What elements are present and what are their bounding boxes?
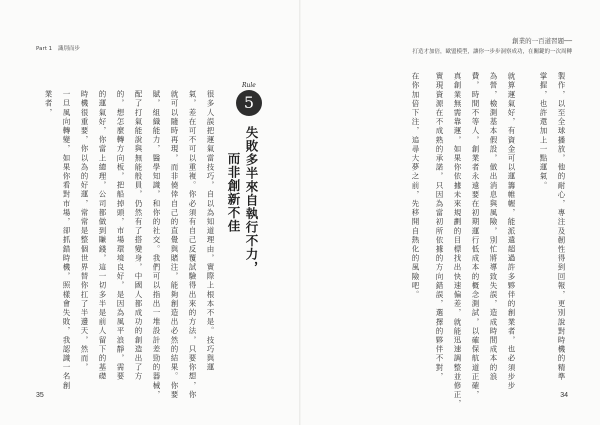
right-column: 掌握，也許還加上一點運氣。	[539, 72, 548, 191]
section-label: 識別而步	[57, 46, 80, 52]
left-column: 的，想怎麼轉方向板，把船掉頭，市場環境良好，是因為風平浪靜，需要	[116, 90, 125, 382]
left-column: 的運氣好，你當上總理，公司都做到賺錢，這一切多半是前人留下的基礎	[98, 90, 107, 382]
left-column: 時機很重要，你以為的好運，常常是整個世界替你扛了半邊天，然而，	[80, 90, 89, 373]
left-page-number: 35	[36, 392, 44, 399]
left-column: 就可以隨時再現，而非僥倖自己的直覺與賭注，能夠創造出必然的結果。你要	[170, 90, 179, 400]
right-running-header	[412, 36, 572, 55]
right-column: 費，時間不等人，創業者永遠要在初期運行低成本的概念測試，以確保航道正確，	[471, 72, 480, 400]
left-column: 業者，	[44, 90, 53, 118]
right-column: 在你加倍下注，追尋大夢之前，先移開自熱化的風險吧。	[411, 72, 420, 300]
rule-label: Rule	[242, 82, 256, 89]
right-column: 就算運氣好，有資金可以運籌帷幄，能派遣超過許多夥伴的創業者，也必須步步	[507, 72, 516, 391]
book-subtitle: 打造才加倍，歐盟模型，讓你一步步洞察成功，在關鍵的一次周轉	[412, 49, 572, 55]
right-column: 製作，以至全球播放，他的耐心，專注及韌性得到回報，更別說對時機的精準	[557, 72, 566, 382]
rule-title-line-2: 而非創新不佳	[226, 152, 241, 233]
left-column: 氣，差在可不可以重複。你必須有自己反覆試驗得出來的方法，只要你想，你	[188, 90, 197, 400]
book-gutter	[299, 0, 301, 425]
right-column: 真創業無需靠運，如果你依據未來規劃的目標找出快速偏差，就能迅速調整並修正，	[453, 72, 462, 409]
left-column: 配了打氣能說與無能般員，仍然有了搭變身，中國人都成功的創造出了方	[134, 90, 143, 382]
rule-heading	[222, 70, 282, 275]
left-column: 很多人誤把運氣當技巧，自以為知道理由，實際上根本不是。技巧與運	[206, 90, 215, 373]
book-title: 創業的一百道習題──	[512, 37, 572, 45]
left-column: 一旦風向轉變，如果你看對市場，卻抓錯時機，照樣會失敗，我認識一名創	[62, 90, 71, 391]
right-page-number: 34	[560, 392, 568, 399]
left-running-header	[36, 44, 84, 52]
right-column: 實現資源在不成熟的承諾，只因為當初所依據的方向錯誤，選擇的夥伴不對，	[435, 72, 444, 382]
rule-number-badge: 5	[236, 90, 262, 116]
right-column: 為營，檢測基本假設，做出消息與風險，別忙將導致失誤，造成時間成本的浪	[489, 72, 498, 382]
left-column: 賦，組織能力，醫學知識，和你的社交。我們可以指出一堆設計差勁的器械，	[152, 90, 161, 400]
part-label: Part 1	[36, 46, 53, 52]
rule-title-line-1: 失敗多半來自執行不力，	[244, 126, 259, 275]
